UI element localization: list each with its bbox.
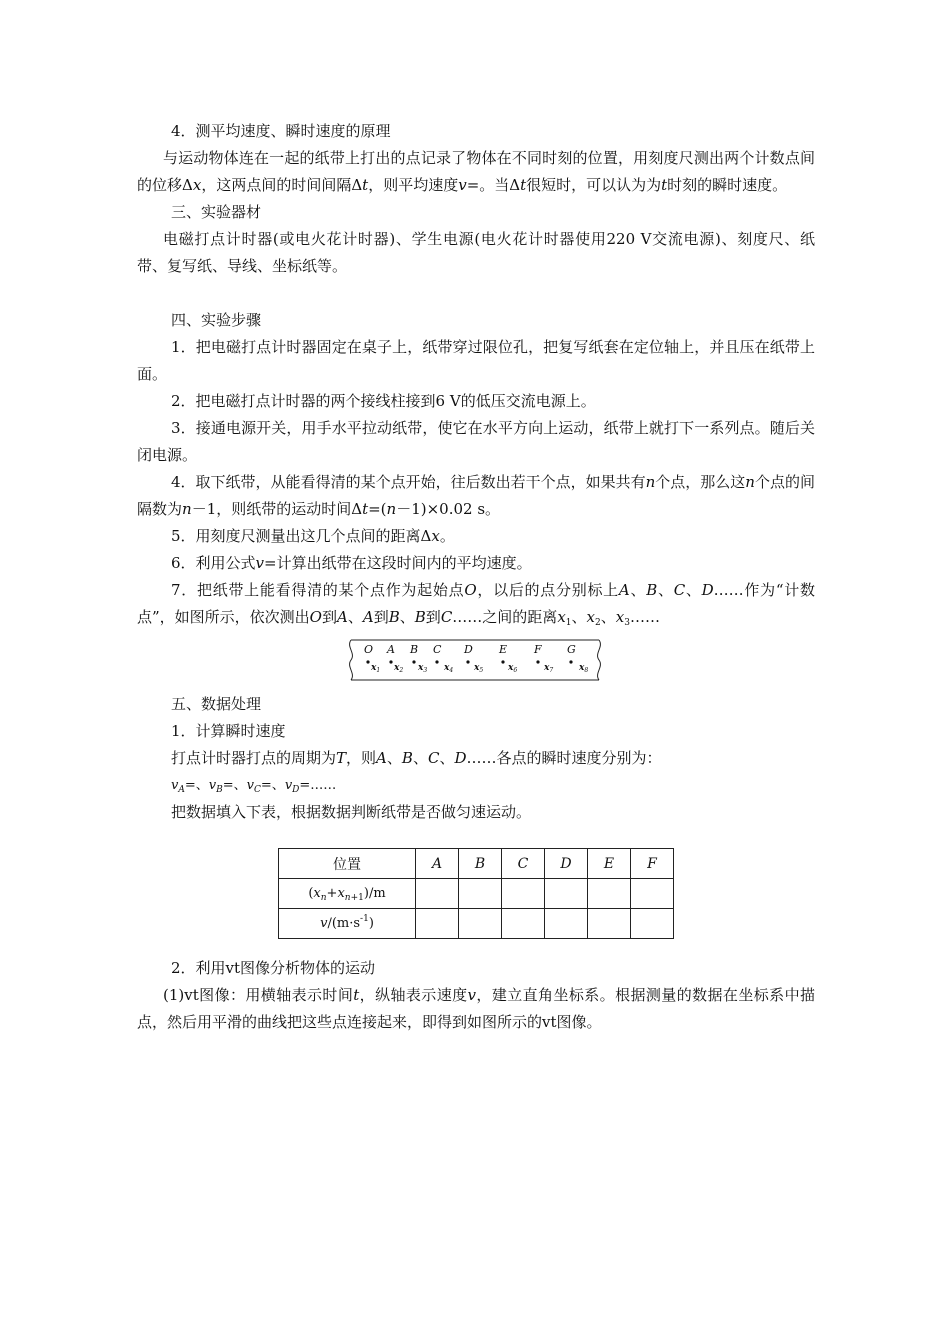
tape-point-label: D xyxy=(464,643,473,656)
subheading-instant-velocity: 1．计算瞬时速度 xyxy=(171,722,286,740)
tape-point-label: C xyxy=(433,643,442,656)
table-row xyxy=(279,879,674,909)
step-7: 7．把纸带上能看得清的某个点作为起始点O，以后的点分别标上A、B、C、D……作为“计数点”，如图所示，依次测出O到A、A到B、B到C……之间的距离$x_1$、$x_2$、$x_3\dots\dots$ xyxy=(137,581,815,628)
step-1: 1．把电磁打点计时器固定在桌子上，纸带穿过限位孔，把复写纸套在定位轴上，并且压在纸带上面。 xyxy=(137,338,815,383)
paragraph-vt-graph: (1)vt图像：用横轴表示时间t，纵轴表示速度v，建立直角坐标系。根据测量的数据在坐标系中描点，然后用平滑的曲线把这些点连接起来，即得到如图所示的vt图像。 xyxy=(137,986,815,1031)
heading-steps: 四、实验步骤 xyxy=(171,311,262,329)
table-row-velocity-label: $v/(m\cdot s^{-1})$ xyxy=(279,909,416,939)
table-cell xyxy=(459,909,502,939)
velocity-formulas: $v_A=$、$v_B=$、$v_C=$、$v_D=\dots\dots$ xyxy=(171,778,337,795)
tape-dot xyxy=(466,660,469,663)
table-row xyxy=(279,909,674,939)
subheading-vt-graph: 2．利用vt图像分析物体的运动 xyxy=(171,959,376,977)
tape-interval-label: $x_1$ xyxy=(371,663,381,674)
data-table-wrap xyxy=(137,848,815,939)
tape-interval-label: $x_7$ xyxy=(544,663,554,674)
table-col-f: F xyxy=(631,849,674,879)
tape-dot xyxy=(536,660,539,663)
paragraph-period: 打点计时器打点的周期为T，则A、B、C、D……各点的瞬时速度分别为： xyxy=(171,749,662,767)
table-cell xyxy=(588,909,631,939)
tape-point-label: O xyxy=(364,643,374,656)
tape-dot xyxy=(412,660,415,663)
table-cell xyxy=(416,909,459,939)
tape-interval-label: $x_6$ xyxy=(508,663,518,674)
tape-dot xyxy=(389,660,392,663)
table-cell xyxy=(545,909,588,939)
paper-tape-figure xyxy=(345,635,607,685)
table-col-c: C xyxy=(502,849,545,879)
data-table xyxy=(278,848,674,939)
tape-point-label: G xyxy=(567,643,576,656)
table-cell xyxy=(588,879,631,909)
table-cell xyxy=(545,879,588,909)
table-cell xyxy=(631,879,674,909)
tape-right-wavy-end xyxy=(598,640,601,680)
heading-data-processing: 五、数据处理 xyxy=(171,695,262,713)
tape-dot xyxy=(501,660,504,663)
table-row xyxy=(279,849,674,879)
table-cell xyxy=(631,909,674,939)
tape-interval-label: $x_2$ xyxy=(394,663,404,674)
table-row-displacement-label: $(x_n+x_{n+1})/m$ xyxy=(279,879,416,909)
table-col-a: A xyxy=(416,849,459,879)
step-2: 2．把电磁打点计时器的两个接线柱接到6 V的低压交流电源上。 xyxy=(171,392,596,410)
step-4: 4．取下纸带，从能看得清的某个点开始，往后数出若干个点，如果共有n个点，那么这n个点的间隔数为n－1，则纸带的运动时间Δt=(n－1)×0.02 s。 xyxy=(137,473,815,518)
table-cell xyxy=(502,909,545,939)
heading-equipment: 三、实验器材 xyxy=(171,203,262,221)
paragraph-principle: 与运动物体连在一起的纸带上打出的点记录了物体在不同时刻的位置，用刻度尺测出两个计数点间的位移Δx，这两点间的时间间隔Δt，则平均速度v=。当Δt很短时，可以认为为t时刻的瞬时速度。 xyxy=(137,149,815,194)
tape-point-label: B xyxy=(410,643,419,656)
step-5: 5．用刻度尺测量出这几个点间的距离Δx。 xyxy=(171,527,455,545)
tape-dot xyxy=(435,660,438,663)
table-cell xyxy=(502,879,545,909)
tape-dot xyxy=(366,660,369,663)
tape-interval-label: $x_3$ xyxy=(418,663,428,674)
tape-point-label: A xyxy=(387,643,395,656)
heading-principle: 4．测平均速度、瞬时速度的原理 xyxy=(171,122,391,140)
document-page xyxy=(137,118,815,1036)
tape-point-label: E xyxy=(499,643,508,656)
tape-dot xyxy=(569,660,572,663)
table-col-b: B xyxy=(459,849,502,879)
table-cell xyxy=(459,879,502,909)
table-col-e: E xyxy=(588,849,631,879)
tape-figure-wrap xyxy=(137,635,815,685)
tape-interval-label: $x_8$ xyxy=(579,663,589,674)
table-cell xyxy=(416,879,459,909)
table-col-d: D xyxy=(545,849,588,879)
step-3: 3．接通电源开关，用手水平拉动纸带，使它在水平方向上运动，纸带上就打下一系列点。随后关闭电源。 xyxy=(137,419,815,464)
tape-left-wavy-end xyxy=(350,640,353,680)
tape-point-label: F xyxy=(534,643,542,656)
paragraph-fill-table: 把数据填入下表，根据数据判断纸带是否做匀速运动。 xyxy=(171,803,532,821)
paragraph-equipment: 电磁打点计时器(或电火花计时器)、学生电源(电火花计时器使用220 V交流电源)、刻度尺、纸带、复写纸、导线、坐标纸等。 xyxy=(137,230,815,275)
table-header-position: 位置 xyxy=(279,849,416,879)
tape-interval-label: $x_5$ xyxy=(474,663,484,674)
step-6: 6．利用公式v=计算出纸带在这段时间内的平均速度。 xyxy=(171,554,532,572)
tape-interval-label: $x_4$ xyxy=(444,663,454,674)
